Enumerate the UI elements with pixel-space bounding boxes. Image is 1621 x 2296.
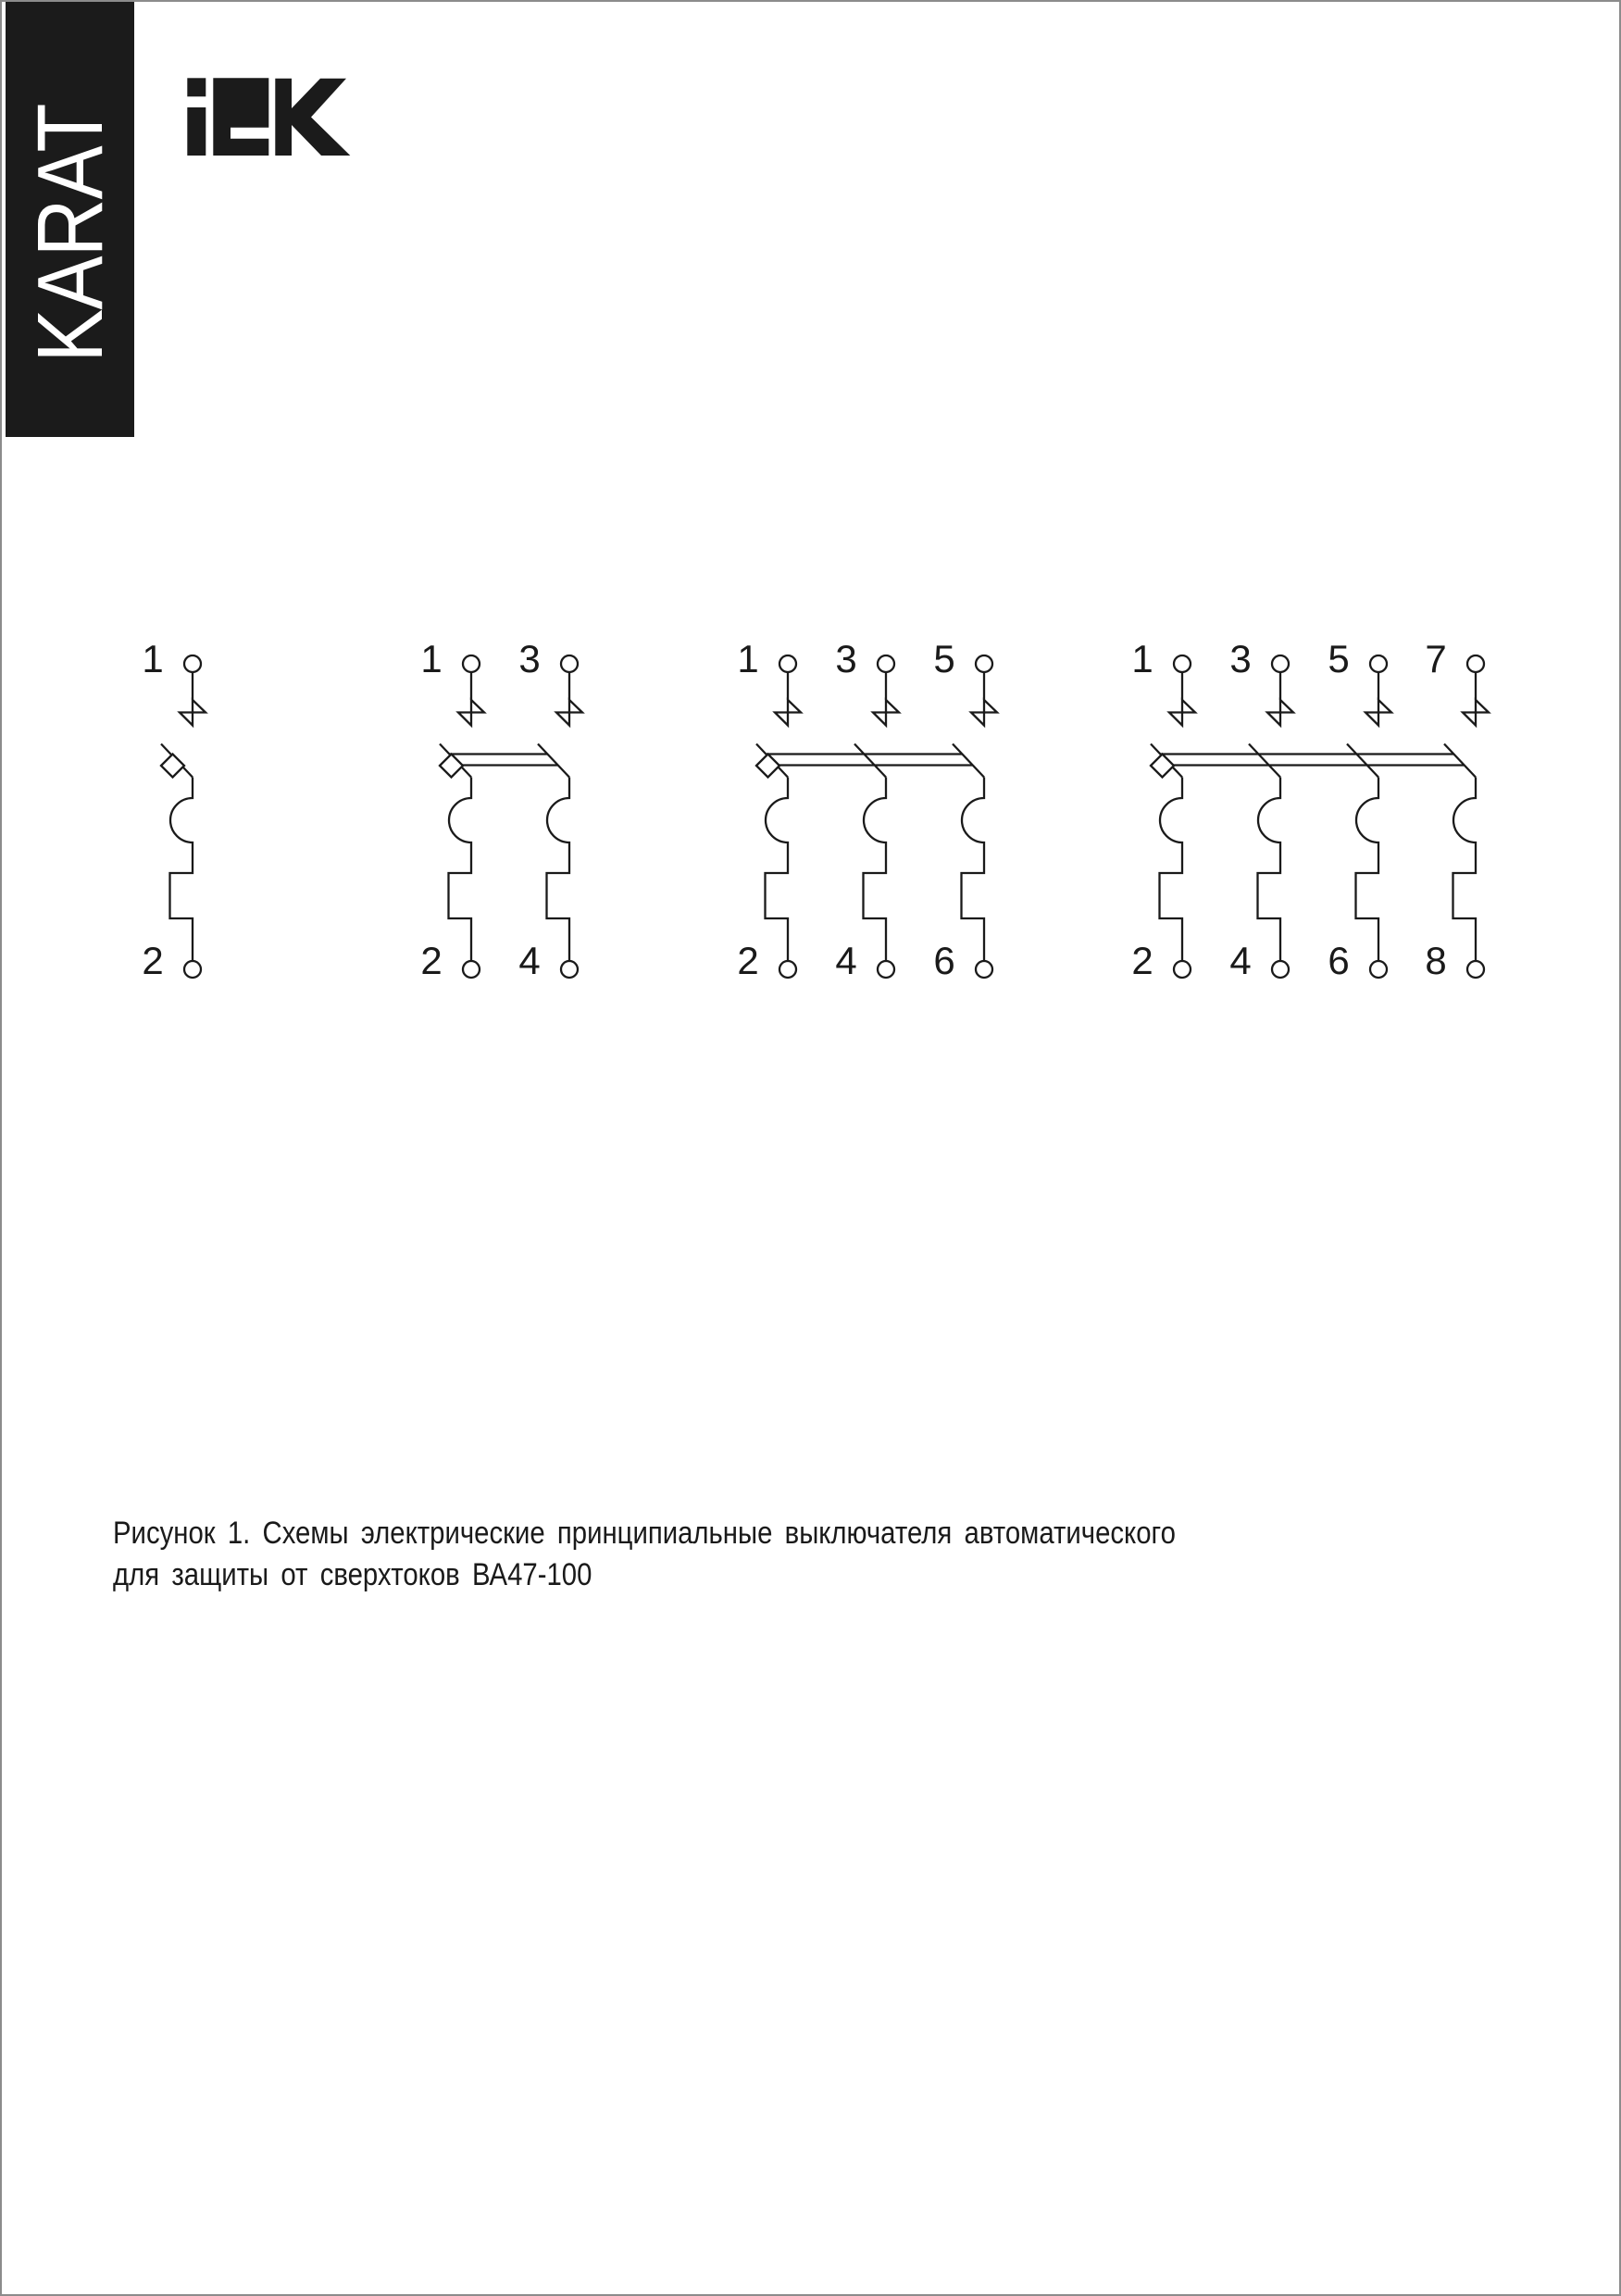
terminal-number-top: 7 — [1425, 637, 1447, 680]
em-release-lower-arrow — [1365, 713, 1378, 726]
thermal-release — [766, 778, 789, 962]
terminal-number-bottom: 4 — [518, 939, 541, 982]
contact-lever — [1444, 744, 1476, 778]
em-release-lower-arrow — [873, 713, 886, 726]
terminal-number-bottom: 2 — [142, 939, 164, 982]
pole-symbol — [440, 655, 484, 978]
terminal-number-top: 3 — [1229, 637, 1252, 680]
terminal-circle-bottom — [184, 961, 201, 978]
thermal-release — [1453, 778, 1477, 962]
thermal-release — [962, 778, 985, 962]
thermal-release — [547, 778, 570, 962]
pole-symbol — [1249, 655, 1293, 978]
latch-square — [1151, 755, 1174, 778]
em-release-lower-arrow — [1169, 713, 1182, 726]
thermal-release — [1356, 778, 1379, 962]
em-release-upper-arrow — [1182, 700, 1195, 713]
terminal-number-top: 3 — [835, 637, 857, 680]
terminal-circle-bottom — [1370, 961, 1387, 978]
em-release-upper-arrow — [886, 700, 899, 713]
latch-square — [440, 755, 463, 778]
em-release-lower-arrow — [971, 713, 984, 726]
em-release-upper-arrow — [1378, 700, 1391, 713]
diagram-3-pole — [737, 637, 997, 982]
terminal-number-top: 5 — [933, 637, 955, 680]
karat-label: KARAT — [19, 104, 122, 363]
terminal-circle-top — [463, 655, 480, 672]
pole-symbol — [161, 655, 206, 978]
caption-line-1: Рисунок 1. Схемы электрические принципиальные выключателя автоматического — [113, 1516, 1176, 1551]
contact-lever — [953, 744, 984, 778]
pole-symbol — [1151, 655, 1195, 978]
terminal-circle-top — [878, 655, 894, 672]
contact-lever — [1249, 744, 1280, 778]
figure-caption — [113, 1513, 1215, 1596]
diagram-2-pole — [420, 637, 582, 982]
terminal-circle-bottom — [1272, 961, 1289, 978]
contact-lever — [538, 744, 569, 778]
em-release-upper-arrow — [1280, 700, 1293, 713]
terminal-number-bottom: 2 — [1131, 939, 1153, 982]
terminal-circle-bottom — [976, 961, 992, 978]
terminal-number-bottom: 2 — [420, 939, 443, 982]
terminal-circle-top — [561, 655, 578, 672]
terminal-circle-top — [976, 655, 992, 672]
em-release-upper-arrow — [984, 700, 997, 713]
terminal-number-top: 3 — [518, 637, 541, 680]
circuit-diagrams — [2, 2, 1621, 2296]
pole-symbol — [1347, 655, 1391, 978]
terminal-number-bottom: 2 — [737, 939, 759, 982]
terminal-number-bottom: 6 — [1328, 939, 1350, 982]
terminal-number-bottom: 6 — [933, 939, 955, 982]
thermal-release — [170, 778, 193, 962]
pole-symbol — [1444, 655, 1489, 978]
latch-square — [161, 755, 184, 778]
em-release-lower-arrow — [556, 713, 569, 726]
diagram-1-pole — [142, 637, 206, 982]
pole-symbol — [953, 655, 997, 978]
terminal-number-top: 5 — [1328, 637, 1350, 680]
thermal-release — [1160, 778, 1183, 962]
thermal-release — [1258, 778, 1281, 962]
terminal-circle-bottom — [1467, 961, 1484, 978]
em-release-lower-arrow — [180, 713, 193, 726]
terminal-circle-bottom — [1174, 961, 1191, 978]
em-release-upper-arrow — [471, 700, 484, 713]
terminal-circle-bottom — [779, 961, 796, 978]
em-release-upper-arrow — [1476, 700, 1489, 713]
terminal-circle-bottom — [561, 961, 578, 978]
terminal-number-top: 1 — [420, 637, 443, 680]
diagram-4-pole — [1131, 637, 1489, 982]
terminal-number-bottom: 8 — [1425, 939, 1447, 982]
terminal-circle-top — [1174, 655, 1191, 672]
terminal-circle-top — [779, 655, 796, 672]
terminal-circle-top — [1272, 655, 1289, 672]
pole-symbol — [854, 655, 899, 978]
terminal-circle-top — [184, 655, 201, 672]
thermal-release — [864, 778, 887, 962]
terminal-circle-bottom — [878, 961, 894, 978]
em-release-lower-arrow — [1463, 713, 1476, 726]
terminal-number-bottom: 4 — [835, 939, 857, 982]
contact-lever — [854, 744, 886, 778]
contact-lever — [1347, 744, 1378, 778]
em-release-lower-arrow — [458, 713, 471, 726]
terminal-circle-top — [1467, 655, 1484, 672]
terminal-circle-top — [1370, 655, 1387, 672]
terminal-number-top: 1 — [737, 637, 759, 680]
em-release-upper-arrow — [569, 700, 582, 713]
em-release-lower-arrow — [775, 713, 788, 726]
terminal-number-top: 1 — [1131, 637, 1153, 680]
pole-symbol — [538, 655, 582, 978]
caption-line-2: для защиты от сверхтоков ВА47-100 — [113, 1557, 592, 1592]
terminal-number-top: 1 — [142, 637, 164, 680]
em-release-lower-arrow — [1267, 713, 1280, 726]
latch-square — [756, 755, 779, 778]
terminal-number-bottom: 4 — [1229, 939, 1252, 982]
terminal-circle-bottom — [463, 961, 480, 978]
em-release-upper-arrow — [193, 700, 206, 713]
pole-symbol — [756, 655, 801, 978]
em-release-upper-arrow — [788, 700, 801, 713]
thermal-release — [449, 778, 472, 962]
